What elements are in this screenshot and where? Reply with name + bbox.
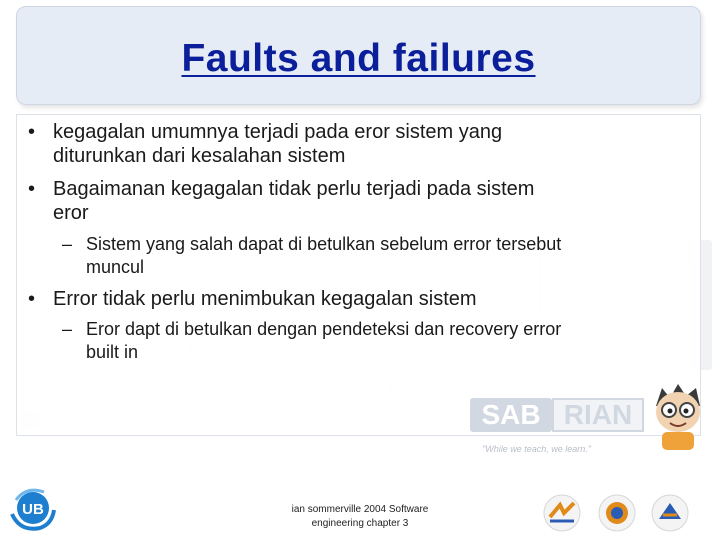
- sub-bullet-text-line: Eror dapt di betulkan dengan pendeteksi dan recovery error: [86, 319, 562, 339]
- footer-line-2: engineering chapter 3: [311, 518, 409, 529]
- bullet-text-line: kegagalan umumnya terjadi pada eror sistem yang: [53, 121, 503, 143]
- footer-line-1: ian sommerville 2004 Software: [291, 504, 429, 515]
- logo-text-part2: RIAN: [552, 398, 644, 432]
- sub-bullet-text-line: muncul: [86, 257, 145, 277]
- mascot-icon: [648, 380, 708, 450]
- sub-bullet-text-line: Sistem yang salah dapat di betulkan sebelum error tersebut: [86, 234, 562, 254]
- bullet-glyph: •: [28, 288, 36, 310]
- bullet-item: [28, 120, 688, 168]
- sub-bullet-glyph: –: [62, 319, 73, 339]
- sub-bullet-text-line: built in: [86, 342, 139, 362]
- partner-logo-1-icon: [542, 493, 582, 533]
- bullet-glyph: •: [28, 178, 36, 200]
- bullet-item: [28, 177, 688, 225]
- sub-bullet-glyph: –: [62, 234, 73, 254]
- logo-text-part1: SAB: [470, 398, 552, 432]
- bullet-text-line: diturunkan dari kesalahan sistem: [53, 145, 346, 167]
- sub-bullet-item: [62, 318, 692, 362]
- ub-logo-text: UB: [22, 501, 44, 518]
- sub-bullet-item: [62, 233, 692, 277]
- bullet-item: [28, 287, 688, 311]
- partner-logo-2-icon: [597, 493, 637, 533]
- bullet-text-line: Bagaimanan kegagalan tidak perlu terjadi pada sistem: [53, 178, 535, 200]
- sabrian-logo: [470, 394, 648, 438]
- footer-citation: [270, 503, 450, 531]
- bullet-glyph: •: [28, 121, 36, 143]
- ub-logo-icon: [6, 484, 58, 534]
- slide-title: Faults and failures: [181, 37, 536, 80]
- title-box: [16, 6, 701, 105]
- partner-logo-3-icon: [650, 493, 690, 533]
- bullet-text-line: eror: [53, 202, 89, 224]
- logo-tagline: "While we teach, we learn.": [482, 444, 591, 454]
- bullet-text-line: Error tidak perlu menimbukan kegagalan sistem: [53, 288, 477, 310]
